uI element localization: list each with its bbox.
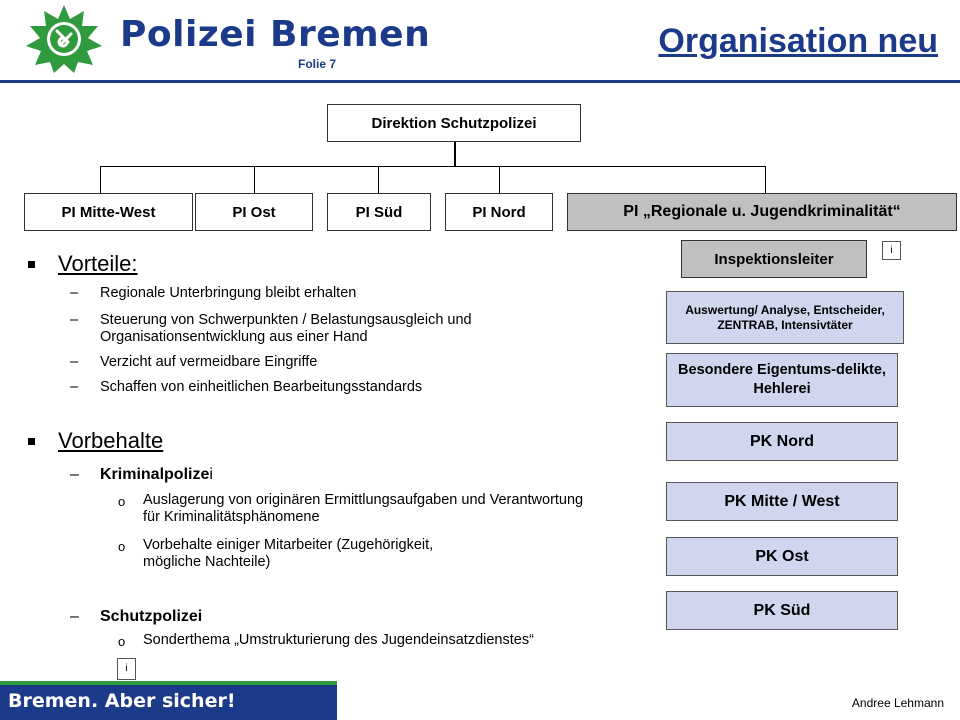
connector-pi-sued	[378, 166, 379, 193]
brand-name: Polizei Bremen	[120, 14, 431, 55]
advantages-heading: Vorteile:	[58, 251, 138, 276]
reservations-heading: Vorbehalte	[58, 428, 164, 453]
info-marker-content[interactable]: i	[117, 658, 136, 680]
pi-regional-jugend-box: PI „Regionale u. Jugendkriminalität“	[567, 193, 957, 231]
pi-mitte-west-box: PI Mitte-West	[24, 193, 193, 231]
connector-pi-ost	[254, 166, 255, 193]
kriminalpolizei-bold: Kriminalpolize	[100, 466, 210, 483]
kriminalpolizei-suffix: i	[209, 466, 213, 483]
pi-nord-box: PI Nord	[445, 193, 553, 231]
circle-bullet: o	[118, 634, 126, 649]
advantage-item: Verzicht auf vermeidbare Eingriffe	[100, 354, 318, 370]
circle-bullet: o	[118, 539, 126, 554]
pk-sued-box: PK Süd	[666, 591, 898, 630]
inspektionsleiter-box: Inspektionsleiter	[681, 240, 867, 278]
connector-horizontal	[100, 166, 766, 167]
bullet-square-icon	[28, 261, 35, 268]
advantage-item: Schaffen von einheitlichen Bearbeitungsstandards	[100, 379, 423, 395]
pk-nord-box: PK Nord	[666, 422, 898, 461]
author-name: Andree Lehmann	[851, 696, 944, 710]
connector-pi-mitte	[100, 166, 101, 193]
header	[0, 0, 960, 80]
dash-marker: –	[70, 466, 79, 483]
pk-mitte-west-box: PK Mitte / West	[666, 482, 898, 521]
page-title: Organisation neu	[658, 22, 938, 60]
connector-pi-nord	[499, 166, 500, 193]
kripo-point: Auslagerung von originären Ermittlungsaufgaben und Verantwortung für Kriminalitätsphänomene	[143, 492, 584, 525]
connector-top-vertical	[454, 141, 456, 167]
connector-pi-regional	[765, 166, 766, 193]
pk-ost-box: PK Ost	[666, 537, 898, 576]
advantage-item: Steuerung von Schwerpunkten / Belastungsausgleich und Organisationsentwicklung aus einer Hand	[100, 312, 472, 345]
advantage-item: Regionale Unterbringung bleibt erhalten	[100, 285, 357, 301]
dash-marker: –	[70, 285, 79, 301]
dash-marker: –	[70, 312, 79, 328]
police-star-logo-icon	[22, 4, 106, 74]
kripo-point: Vorbehalte einiger Mitarbeiter (Zugehörigkeit, mögliche Nachteile)	[143, 537, 434, 570]
pi-ost-box: PI Ost	[195, 193, 313, 231]
circle-bullet: o	[118, 494, 126, 509]
dash-marker: –	[70, 608, 79, 625]
auswertung-analyse-box: Auswertung/ Analyse, Entscheider, ZENTRAB, Intensivtäter	[666, 291, 904, 344]
kriminalpolizei-label	[100, 466, 213, 484]
bullet-square-icon	[28, 438, 35, 445]
slide-number: Folie 7	[298, 57, 337, 71]
dash-marker: –	[70, 379, 79, 395]
info-marker-org[interactable]: i	[882, 241, 901, 260]
header-divider	[0, 80, 960, 83]
dash-marker: –	[70, 354, 79, 370]
direktion-box: Direktion Schutzpolizei	[327, 104, 581, 142]
schupo-point: Sonderthema „Umstrukturierung des Jugendeinsatzdienstes“	[143, 632, 534, 648]
schutzpolizei-label: Schutzpolizei	[100, 608, 203, 625]
footer-slogan: Bremen. Aber sicher!	[8, 690, 236, 712]
eigentumsdelikte-box: Besondere Eigentums-delikte, Hehlerei	[666, 353, 898, 407]
pi-sued-box: PI Süd	[327, 193, 431, 231]
